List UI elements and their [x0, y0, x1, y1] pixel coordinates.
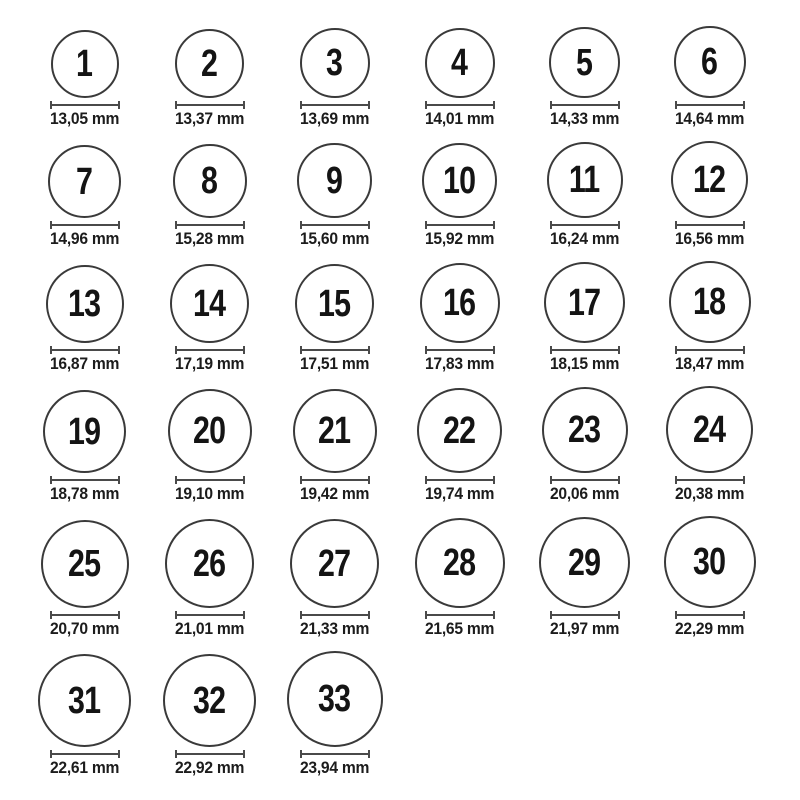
diameter-measure-line	[300, 346, 370, 354]
ring-size-item	[272, 519, 397, 636]
ring-size-item	[272, 143, 397, 246]
ring-size-number: 14	[193, 282, 226, 325]
diameter-measure-line	[175, 611, 245, 619]
ring-circle	[664, 516, 756, 608]
ring-size-item	[397, 388, 522, 501]
ring-size-item	[647, 26, 772, 126]
ring-size-item	[22, 520, 147, 636]
diameter-measure-line	[50, 476, 120, 484]
ring-size-number: 1	[76, 43, 93, 85]
ring-size-number: 6	[701, 41, 718, 83]
ring-circle	[547, 142, 623, 218]
ring-circle	[165, 519, 254, 608]
ring-circle	[300, 28, 370, 98]
ring-size-number: 30	[693, 541, 726, 583]
ring-circle	[539, 517, 630, 608]
diameter-label: 19,74 mm	[424, 484, 495, 503]
ring-circle	[38, 654, 131, 747]
diameter-label: 14,96 mm	[49, 229, 120, 248]
ring-circle	[163, 654, 256, 747]
ring-size-number: 21	[318, 410, 351, 452]
diameter-label: 18,15 mm	[549, 354, 620, 373]
diameter-label: 22,61 mm	[49, 758, 120, 777]
diameter-label: 13,37 mm	[174, 109, 245, 128]
ring-size-number: 29	[568, 541, 601, 584]
ring-size-number: 20	[193, 410, 226, 452]
ring-size-item	[397, 263, 522, 371]
ring-size-number: 17	[568, 281, 601, 324]
ring-size-number: 19	[68, 410, 101, 453]
diameter-measure-line	[425, 346, 495, 354]
ring-size-item	[647, 141, 772, 246]
ring-circle	[290, 519, 379, 608]
diameter-measure-line	[300, 611, 370, 619]
ring-size-number: 9	[326, 159, 343, 202]
ring-size-item	[522, 27, 647, 126]
ring-circle	[295, 264, 374, 343]
ring-circle	[41, 520, 129, 608]
diameter-label: 18,78 mm	[49, 484, 120, 503]
diameter-label: 20,70 mm	[49, 619, 120, 638]
diameter-measure-line	[175, 221, 245, 229]
ring-circle	[287, 651, 383, 747]
ring-size-number: 18	[693, 281, 726, 323]
ring-row	[22, 26, 800, 126]
ring-circle	[417, 388, 502, 473]
diameter-label: 19,42 mm	[299, 484, 370, 503]
diameter-measure-line	[175, 750, 245, 758]
diameter-label: 21,65 mm	[424, 619, 495, 638]
ring-circle	[542, 387, 628, 473]
ring-size-number: 4	[451, 42, 468, 84]
ring-size-item	[22, 390, 147, 501]
diameter-measure-line	[175, 101, 245, 109]
ring-circle	[297, 143, 372, 218]
ring-size-item	[397, 143, 522, 246]
ring-size-number: 11	[569, 159, 600, 201]
ring-size-number: 8	[201, 160, 218, 202]
ring-size-item	[397, 518, 522, 636]
diameter-measure-line	[50, 611, 120, 619]
ring-row	[22, 261, 800, 371]
ring-row	[22, 386, 800, 501]
diameter-label: 20,06 mm	[549, 484, 620, 503]
ring-circle	[168, 389, 252, 473]
diameter-label: 14,01 mm	[424, 109, 495, 128]
ring-circle	[48, 145, 121, 218]
ring-size-number: 27	[318, 542, 351, 585]
diameter-label: 15,92 mm	[424, 229, 495, 248]
ring-size-number: 28	[443, 542, 476, 584]
ring-size-number: 13	[68, 283, 101, 325]
diameter-label: 21,97 mm	[549, 619, 620, 638]
ring-size-number: 12	[693, 158, 726, 201]
diameter-measure-line	[550, 476, 620, 484]
ring-circle	[666, 386, 753, 473]
ring-size-item	[522, 517, 647, 636]
diameter-measure-line	[425, 476, 495, 484]
ring-size-item	[272, 389, 397, 501]
diameter-label: 16,56 mm	[674, 229, 745, 248]
diameter-measure-line	[50, 346, 120, 354]
ring-circle	[415, 518, 505, 608]
diameter-measure-line	[675, 221, 745, 229]
diameter-label: 16,24 mm	[549, 229, 620, 248]
diameter-label: 22,92 mm	[174, 758, 245, 777]
ring-size-item	[22, 30, 147, 126]
ring-size-number: 15	[318, 282, 351, 325]
ring-size-item	[647, 261, 772, 371]
ring-size-item	[147, 519, 272, 636]
ring-size-item	[522, 262, 647, 371]
ring-size-number: 7	[76, 160, 93, 203]
ring-circle	[293, 389, 377, 473]
ring-size-item	[272, 264, 397, 371]
ring-circle	[549, 27, 620, 98]
ring-circle	[425, 28, 495, 98]
diameter-measure-line	[550, 611, 620, 619]
diameter-label: 13,69 mm	[299, 109, 370, 128]
ring-size-number: 23	[568, 409, 601, 451]
diameter-measure-line	[425, 221, 495, 229]
ring-circle	[422, 143, 497, 218]
ring-size-item	[22, 145, 147, 246]
ring-size-number: 10	[443, 159, 476, 202]
ring-size-item	[147, 144, 272, 246]
ring-circle	[173, 144, 247, 218]
diameter-measure-line	[675, 476, 745, 484]
ring-size-item	[272, 28, 397, 126]
ring-size-number: 32	[193, 679, 226, 722]
ring-size-item	[647, 386, 772, 501]
ring-size-number: 26	[193, 542, 226, 585]
ring-size-item	[272, 651, 397, 775]
diameter-measure-line	[300, 221, 370, 229]
ring-circle	[674, 26, 746, 98]
ring-size-number: 24	[693, 408, 726, 451]
ring-size-item	[147, 29, 272, 126]
diameter-measure-line	[50, 101, 120, 109]
ring-size-number: 31	[68, 679, 101, 722]
ring-circle	[46, 265, 124, 343]
ring-size-number: 33	[318, 678, 351, 720]
ring-size-number: 3	[326, 42, 343, 84]
ring-size-number: 25	[68, 543, 101, 585]
diameter-measure-line	[50, 750, 120, 758]
diameter-measure-line	[300, 101, 370, 109]
ring-row	[22, 651, 800, 775]
diameter-label: 20,38 mm	[674, 484, 745, 503]
ring-row	[22, 141, 800, 246]
ring-circle	[51, 30, 119, 98]
diameter-measure-line	[550, 101, 620, 109]
diameter-measure-line	[50, 221, 120, 229]
ring-size-item	[147, 654, 272, 775]
diameter-label: 15,28 mm	[174, 229, 245, 248]
ring-circle	[671, 141, 748, 218]
diameter-measure-line	[550, 346, 620, 354]
ring-size-item	[522, 387, 647, 501]
diameter-measure-line	[675, 101, 745, 109]
ring-size-number: 22	[443, 409, 476, 452]
diameter-measure-line	[300, 750, 370, 758]
diameter-measure-line	[300, 476, 370, 484]
diameter-label: 18,47 mm	[674, 354, 745, 373]
ring-size-item	[647, 516, 772, 636]
diameter-measure-line	[550, 221, 620, 229]
ring-size-item	[397, 28, 522, 126]
diameter-measure-line	[425, 611, 495, 619]
ring-size-item	[522, 142, 647, 246]
diameter-label: 22,29 mm	[674, 619, 745, 638]
diameter-label: 16,87 mm	[49, 354, 120, 373]
ring-row	[22, 516, 800, 636]
diameter-label: 17,19 mm	[174, 354, 245, 373]
ring-size-item	[22, 265, 147, 371]
ring-circle	[669, 261, 751, 343]
diameter-label: 15,60 mm	[299, 229, 370, 248]
ring-size-item	[147, 389, 272, 501]
diameter-measure-line	[175, 346, 245, 354]
diameter-measure-line	[175, 476, 245, 484]
ring-size-number: 16	[443, 282, 476, 324]
diameter-label: 21,33 mm	[299, 619, 370, 638]
diameter-measure-line	[425, 101, 495, 109]
ring-circle	[175, 29, 244, 98]
ring-size-item	[147, 264, 272, 371]
diameter-measure-line	[675, 611, 745, 619]
ring-circle	[43, 390, 126, 473]
diameter-measure-line	[675, 346, 745, 354]
diameter-label: 14,64 mm	[674, 109, 745, 128]
ring-size-number: 5	[576, 41, 593, 84]
ring-circle	[544, 262, 625, 343]
ring-size-item	[22, 654, 147, 775]
ring-circle	[170, 264, 249, 343]
diameter-label: 21,01 mm	[174, 619, 245, 638]
ring-circle	[420, 263, 500, 343]
diameter-label: 19,10 mm	[174, 484, 245, 503]
diameter-label: 17,51 mm	[299, 354, 370, 373]
diameter-label: 14,33 mm	[549, 109, 620, 128]
diameter-label: 17,83 mm	[424, 354, 495, 373]
diameter-label: 23,94 mm	[299, 758, 370, 777]
ring-size-number: 2	[201, 42, 218, 85]
diameter-label: 13,05 mm	[49, 109, 120, 128]
